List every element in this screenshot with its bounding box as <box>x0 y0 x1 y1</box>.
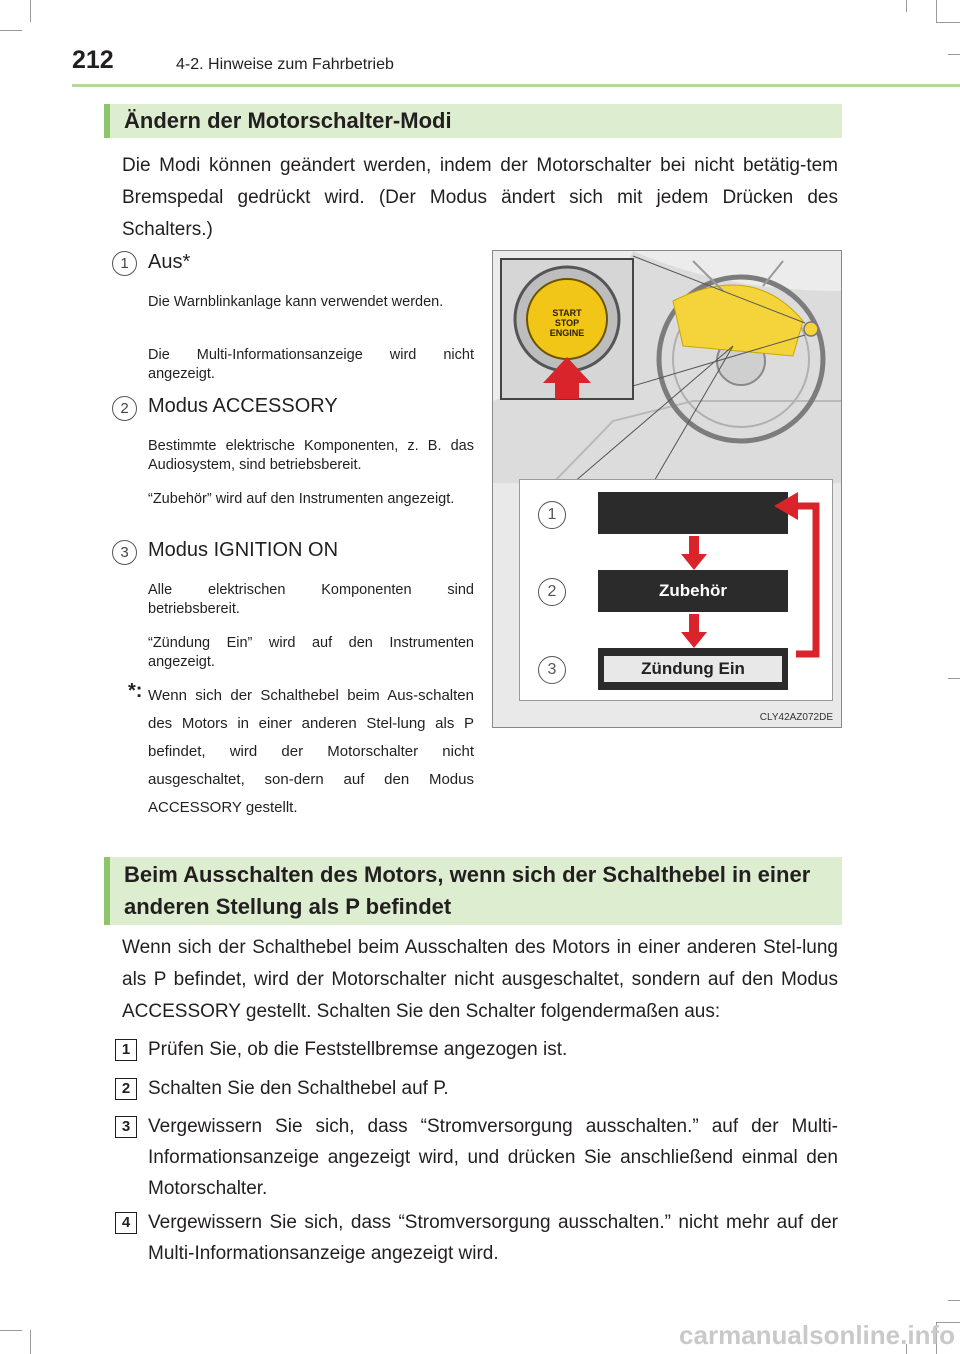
footnote-marker: *: <box>128 680 143 702</box>
step-number-2: 2 <box>115 1078 137 1100</box>
crop-mark <box>30 0 31 22</box>
crop-mark <box>948 1300 960 1301</box>
start-stop-button-label <box>535 308 599 338</box>
page-header <box>72 46 872 86</box>
crop-mark <box>936 22 960 23</box>
flow-label: Zündung Ein <box>604 656 782 682</box>
flow-bar-off <box>598 492 788 534</box>
flow-number-2: 2 <box>538 578 566 606</box>
intro-paragraph: Die Modi können geändert werden, indem der Motorschalter bei nicht betätig-tem Bremspedal gedrückt wird. (Der Modus ändert sich mit jedem Drücken des Schalters.) <box>122 155 838 240</box>
mode-desc: Die Warnblinkanlage kann verwendet werden. <box>148 294 444 310</box>
crop-mark <box>0 1330 22 1331</box>
mode-flow-panel <box>519 479 833 701</box>
mode-title-off: Aus* <box>148 251 191 273</box>
section-heading-engine-switch-modes <box>104 104 842 138</box>
button-line: START <box>552 308 582 318</box>
page-number: 212 <box>72 46 114 74</box>
section2-intro: Wenn sich der Schalthebel beim Ausschalten des Motors in einer anderen Stel-lung als P befindet, wird der Motorschalter nicht ausgeschaltet, sondern auf den Modus ACCESSORY gestellt. Schalten Sie den Schalter folgendermaßen aus: <box>122 937 838 1022</box>
step-number-1: 1 <box>115 1039 137 1061</box>
section-heading-shift-not-in-p <box>104 857 842 925</box>
flow-number-1: 1 <box>538 501 566 529</box>
step-text: Vergewissern Sie sich, dass “Stromversorgung ausschalten.” nicht mehr auf der Multi-Informationsanzeige angezeigt wird. <box>148 1212 838 1264</box>
button-line: STOP <box>554 318 580 328</box>
mode-desc: “Zubehör” wird auf den Instrumenten angezeigt. <box>148 491 455 507</box>
crop-mark <box>948 678 960 679</box>
mode-number-1: 1 <box>112 251 137 276</box>
section-heading-text: Ändern der Motorschalter-Modi <box>124 108 452 133</box>
step-text: Prüfen Sie, ob die Feststellbremse angezogen ist. <box>148 1039 568 1060</box>
mode-desc: Die Multi-Informationsanzeige wird nicht angezeigt. <box>148 347 474 382</box>
mode-desc: Bestimmte elektrische Komponenten, z. B. das Audiosystem, sind betriebsbereit. <box>148 438 474 473</box>
illustration-code: CLY42AZ072DE <box>759 712 833 723</box>
chapter-title: 4-2. Hinweise zum Fahrbetrieb <box>176 56 394 73</box>
step-text: Vergewissern Sie sich, dass “Stromversorgung ausschalten.” auf der Multi-Informationsanzeige angezeigt wird, und drücken Sie anschließend einmal den Motorschalter. <box>148 1116 838 1199</box>
crop-mark <box>936 0 937 22</box>
mode-desc: Alle elektrischen Komponenten sind betriebsbereit. <box>148 582 474 617</box>
flow-label: Zubehör <box>659 581 727 600</box>
footnote-text: Wenn sich der Schalthebel beim Aus-schalten des Motors in einer anderen Stel-lung als P befindet, wird der Motorschalter nicht ausgeschaltet, son-dern auf den Modus ACCESSORY gestellt. <box>148 687 474 816</box>
mode-title-ignition-on: Modus IGNITION ON <box>148 539 339 561</box>
crop-mark <box>0 30 22 31</box>
mode-number-2: 2 <box>112 396 137 421</box>
mode-number-3: 3 <box>112 540 137 565</box>
mode-desc: “Zündung Ein” wird auf den Instrumenten angezeigt. <box>148 635 474 670</box>
step-number-4: 4 <box>115 1212 137 1234</box>
mode-title-accessory: Modus ACCESSORY <box>148 395 338 417</box>
button-line: ENGINE <box>549 328 585 338</box>
dashboard-drawing <box>493 251 841 483</box>
engine-switch-illustration <box>492 250 842 728</box>
down-arrow-icon <box>681 614 707 648</box>
return-arrow-icon <box>774 492 824 662</box>
flow-bar-accessory <box>598 570 788 612</box>
flow-bar-ignition-on <box>598 648 788 690</box>
step-number-3: 3 <box>115 1116 137 1138</box>
crop-mark <box>906 0 907 12</box>
section-heading-text: Beim Ausschalten des Motors, wenn sich der Schalthebel in einer anderen Stellung als P befindet <box>124 862 811 919</box>
crop-mark <box>30 1330 31 1354</box>
down-arrow-icon <box>681 536 707 570</box>
header-rule <box>72 84 960 87</box>
watermark: carmanualsonline.info <box>679 1320 955 1350</box>
crop-mark <box>948 54 960 55</box>
flow-number-3: 3 <box>538 656 566 684</box>
step-text: Schalten Sie den Schalthebel auf P. <box>148 1078 449 1099</box>
